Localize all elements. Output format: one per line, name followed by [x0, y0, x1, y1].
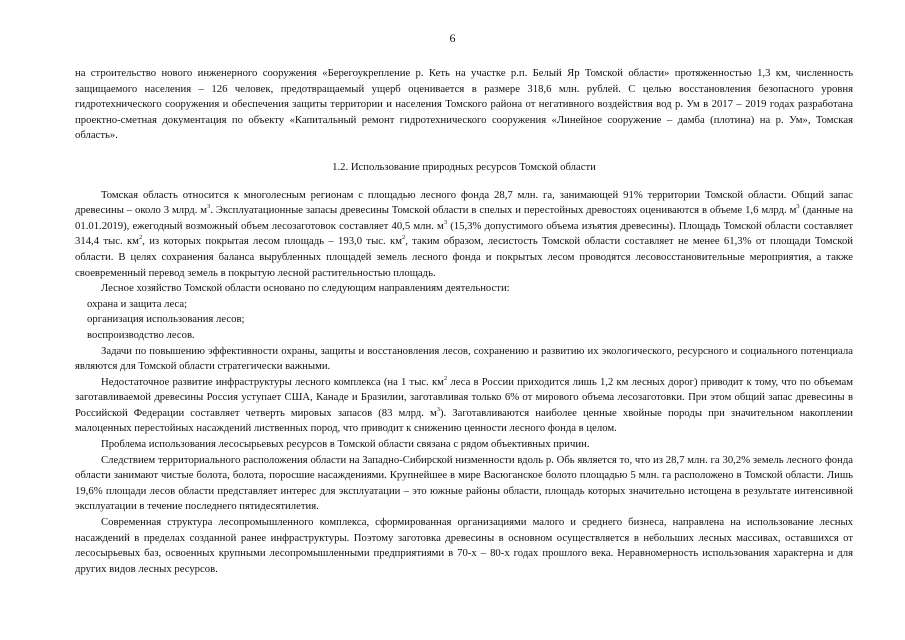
text-run: . Эксплуатационные запасы древесины Томской области в спелых и перестойных древостоях оцениваются в объеме 1,6 млрд. м	[210, 204, 797, 217]
text-run: ). Заготавливаются наиболее ценные хвойные породы при значительном накоплении малоценных перестойных насаждений лиственных пород, что приводит к снижению ценности лесного фонда в целом.	[75, 406, 853, 435]
list-item: организация использования лесов;	[87, 313, 245, 326]
paragraph-location: Следствием территориального расположения области на Западно-Сибирской низменности вдоль р. Обь является то, что из 28,7 млн. га 30,2% земель лесного фонда области занимают чистые болота, болота, поросшие насаждениями. Крупнейшее в мире Васюганское болото площадью 5 млн. га расположено в Томской области. Лишь 19,6% площади лесов области представляет интерес для эксплуатации – это южные районы области, площадь которых значительно истощена в результате интенсивной эксплуатации в течение последнего пятидесятилетия.	[75, 453, 853, 513]
superscript: 2	[401, 234, 406, 242]
paragraph-problem: Проблема использования лесосырьевых ресурсов в Томской области связана с рядом объективных причин.	[101, 438, 590, 451]
document-body	[75, 66, 853, 577]
text-run: (15,3% допустимого объема изъятия древесины). Площадь Томской области составляет 314,4 тыс. км	[75, 219, 853, 248]
list-item: охрана и защита леса;	[87, 297, 188, 310]
page-number: 6	[449, 31, 456, 45]
paragraph-structure: Современная структура лесопромышленного комплекса, сформированная организациями малого и среднего бизнеса, направлена на использование лесных насаждений в пределах созданной ранее инфраструктуры. Поэтому заготовка древесины в основном осуществляется в небольших лесных массивах, оставшихся от лесосырьевых баз, освоенных крупными лесопромышленными предприятиями в 70-х – 80-х годах прошлого века. Неравномерность использования характерна и для других видов лесных ресурсов.	[75, 516, 853, 575]
paragraph-forest-fund	[75, 188, 853, 282]
intro-paragraph: на строительство нового инженерного сооружения «Берегоукрепление р. Кеть на участке р.п. Белый Яр Томской области» протяженностью 1,3 км, численность защищаемого населения – 126 человек, предотвращаемый ущерб оценивается в размере 318,6 млн. рублей. С целью восстановления безопасного уровня гидротехнического сооружения и обеспечения защиты территории и населения Томского района от негативного воздействия вод р. Ум в 2017 – 2019 годах разработана проектно-сметная документация по объекту «Капитальный ремонт гидротехнического сооружения «Линейное сооружение – дамба (плотина) на р. Ум», Томская область».	[75, 67, 853, 142]
text-run: Недостаточное развитие инфраструктуры лесного комплекса (на 1 тыс. км	[101, 375, 444, 388]
superscript: 3	[796, 203, 800, 211]
text-run: , таким образом, лесистость Томской области составляет не менее 61,3% от площади Томской области. В целях сохранения баланса вырубленных площадей земель лесного фонда и покрытых лесом проводятся лесовосстановительные мероприятия, а также своевременный перевод земель в покрытую лесной растительностью площадь.	[75, 235, 854, 279]
superscript: 3	[436, 405, 440, 413]
superscript: 3	[443, 218, 448, 226]
list-item: воспроизводство лесов.	[87, 328, 195, 341]
superscript: 2	[443, 374, 448, 382]
paragraph-tasks: Задачи по повышению эффективности охраны, защиты и восстановления лесов, сохранению и развитию их экологического, ресурсного и социального потенциала являются для Томской области стратегически важными.	[75, 344, 853, 373]
text-run: Томская область относится к многолесным регионам с площадью лесного фонда 28,7 млн. га, занимающей 91% территории Томской области. Общий запас древесины – около 3 млрд. м	[75, 188, 853, 217]
text-run: (данные на 01.01.2019), ежегодный возможный объем лесозаготовок составляет 40,5 млн. м	[75, 204, 853, 232]
text-run: , из которых покрытая лесом площадь – 193,0 тыс. км	[142, 235, 402, 248]
paragraph-directions: Лесное хозяйство Томской области основано по следующим направлениям деятельности:	[101, 282, 510, 295]
text-run: леса в России приходится лишь 1,2 км лесных дорог) приводит к тому, что по объемам заготавливаемой древесины Россия уступает США, Канаде и Бразилии, заготавливая только 6% от мирового объема лесозаготовки. При этом общий запас древесины в Российской Федерации составляет четверть мировых запасов (83 млрд. м	[75, 375, 853, 419]
paragraph-infrastructure	[75, 375, 853, 437]
superscript: 3	[207, 203, 211, 211]
superscript: 2	[138, 234, 143, 242]
section-heading: 1.2. Использование природных ресурсов Томской области	[332, 160, 596, 173]
